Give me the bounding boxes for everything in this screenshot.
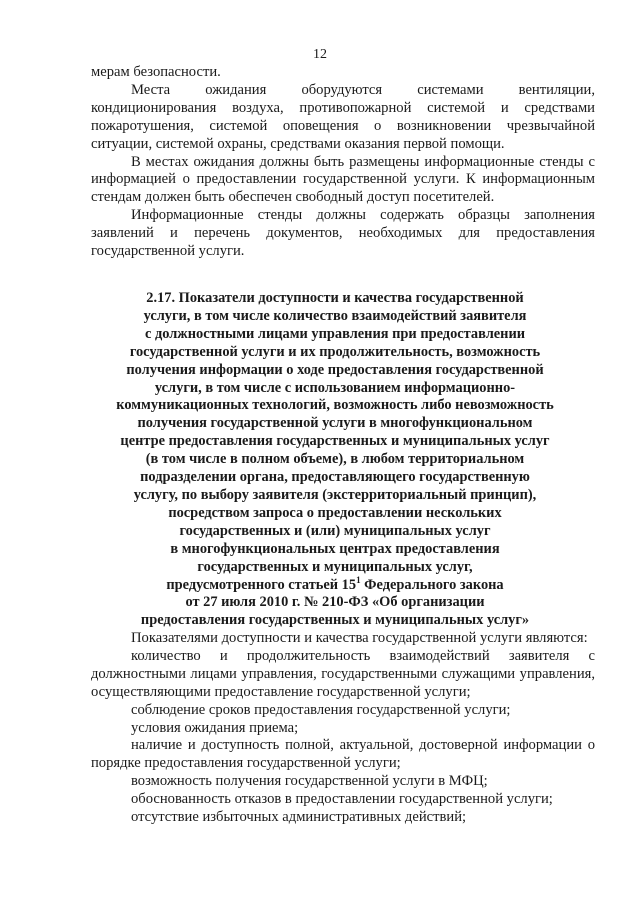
heading-line: от 27 июля 2010 г. № 210-ФЗ «Об организации [185, 594, 485, 611]
article-text-before: предусмотренного статьей 15 [166, 576, 357, 593]
section-heading [100, 290, 570, 630]
heading-line: получения государственной услуги в многофункциональном [137, 415, 533, 432]
paragraph: условия ожидания приема; [131, 719, 299, 736]
heading-line: услуги, в том числе с использованием информационно- [154, 379, 516, 396]
article-superscript: 1 [356, 574, 361, 585]
paragraph: соблюдение сроков предоставления государственной услуги; [131, 701, 511, 718]
heading-article-line [100, 574, 570, 595]
heading-line: коммуникационных технологий, возможность либо невозможность [116, 397, 554, 414]
paragraph: Места ожидания оборудуются системами вентиляции, кондиционирования воздуха, противопожарной системой и средствами пожаротушения, системой оповещения о возникновении чрезвычайной ситуации, системой охраны, средствами оказания первой помощи. [91, 81, 595, 152]
paragraph: Информационные стенды должны содержать образцы заполнения заявлений и перечень документов, необходимых для предоставления государственной услуги. [91, 207, 595, 260]
heading-line: с должностными лицами управления при предоставлении [144, 325, 526, 342]
paragraph: количество и продолжительность взаимодействий заявителя с должностными лицами управления, государственными служащими управления, осуществляющими предоставление государственной услуги; [91, 647, 595, 700]
paragraph: В местах ожидания должны быть размещены информационные стенды с информацией о предоставлении государственной услуги. К информационным стендам должен быть обеспечен свободный доступ посетителей. [91, 153, 595, 206]
top-text-block [91, 64, 595, 261]
heading-line: государственной услуги и их продолжительность, возможность [129, 343, 541, 360]
heading-line: услуги, в том числе количество взаимодействий заявителя [143, 307, 527, 324]
heading-line: государственных и (или) муниципальных услуг [179, 522, 491, 539]
heading-line: получения информации о ходе предоставления государственной [126, 361, 544, 378]
heading-line: (в том числе в полном объеме), в любом территориальном [145, 451, 525, 468]
paragraph: отсутствие избыточных административных действий; [131, 809, 467, 826]
paragraph: обоснованность отказов в предоставлении государственной услуги; [131, 791, 553, 808]
paragraph: возможность получения государственной услуги в МФЦ; [131, 773, 488, 790]
heading-line: государственных и муниципальных услуг, [197, 558, 473, 575]
article-text-after: Федерального закона [360, 576, 504, 593]
heading-line: услугу, по выбору заявителя (экстерриториальный принцип), [133, 486, 537, 503]
heading-line: посредством запроса о предоставлении нескольких [168, 504, 502, 521]
heading-line: 2.17. Показатели доступности и качества государственной [146, 290, 524, 306]
paragraph: наличие и доступность полной, актуальной, достоверной информации о порядке предоставления государственной услуги; [91, 737, 595, 772]
paragraph: мерам безопасности. [91, 64, 221, 80]
bottom-text-block [91, 630, 595, 827]
heading-line: центре предоставления государственных и муниципальных услуг [120, 433, 550, 450]
paragraph: Показателями доступности и качества государственной услуги являются: [131, 630, 588, 646]
heading-line: подразделении органа, предоставляющего государственную [140, 469, 530, 486]
page-number: 12 [313, 47, 327, 62]
heading-line: предоставления государственных и муниципальных услуг» [140, 612, 530, 629]
heading-line: в многофункциональных центрах предоставления [170, 540, 500, 557]
